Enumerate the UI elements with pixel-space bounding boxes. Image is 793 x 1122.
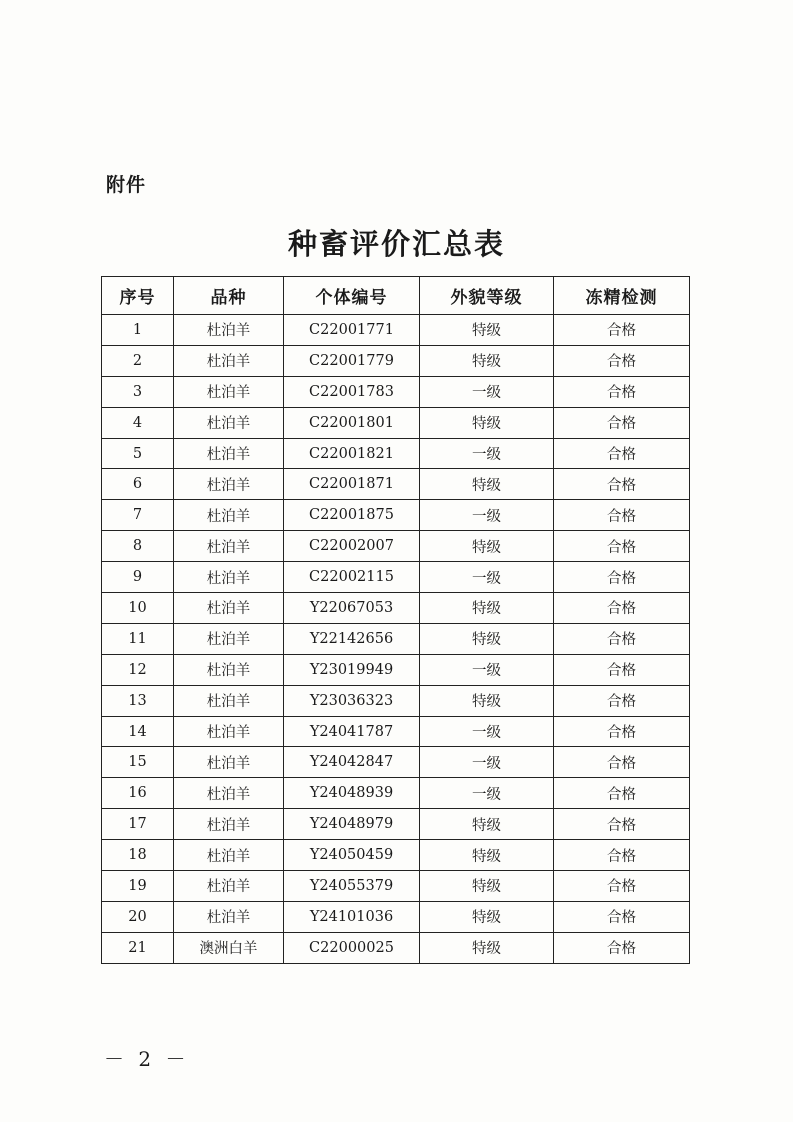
cell-individual-id: Y23036323: [284, 685, 420, 716]
table-row: [102, 407, 690, 438]
header-seq: 序号: [102, 277, 174, 315]
cell-appearance-grade: 特级: [420, 932, 554, 963]
cell-individual-id: C22002115: [284, 562, 420, 593]
cell-appearance-grade: 特级: [420, 345, 554, 376]
table-row: [102, 685, 690, 716]
table-row: [102, 623, 690, 654]
table-row: [102, 932, 690, 963]
cell-breed: 杜泊羊: [174, 871, 284, 902]
table-body: [102, 315, 690, 964]
page-title: 种畜评价汇总表: [287, 227, 505, 261]
cell-seq: 9: [102, 562, 174, 593]
cell-appearance-grade: 特级: [420, 407, 554, 438]
cell-appearance-grade: 特级: [420, 593, 554, 624]
cell-seq: 7: [102, 500, 174, 531]
cell-seq: 10: [102, 593, 174, 624]
cell-individual-id: C22002007: [284, 531, 420, 562]
cell-individual-id: Y24048979: [284, 809, 420, 840]
cell-breed: 杜泊羊: [174, 778, 284, 809]
cell-appearance-grade: 一级: [420, 562, 554, 593]
cell-breed: 杜泊羊: [174, 809, 284, 840]
cell-appearance-grade: 特级: [420, 315, 554, 346]
cell-seq: 11: [102, 623, 174, 654]
cell-breed: 杜泊羊: [174, 716, 284, 747]
cell-breed: 杜泊羊: [174, 840, 284, 871]
table-row: [102, 716, 690, 747]
cell-individual-id: Y24048939: [284, 778, 420, 809]
page-number: － 2 －: [104, 1047, 190, 1071]
cell-semen-test: 合格: [554, 593, 690, 624]
table-header-row: [102, 277, 690, 315]
cell-semen-test: 合格: [554, 438, 690, 469]
cell-seq: 6: [102, 469, 174, 500]
cell-breed: 杜泊羊: [174, 623, 284, 654]
table-row: [102, 500, 690, 531]
cell-seq: 5: [102, 438, 174, 469]
cell-seq: 4: [102, 407, 174, 438]
cell-appearance-grade: 一级: [420, 500, 554, 531]
cell-individual-id: C22001771: [284, 315, 420, 346]
cell-breed: 杜泊羊: [174, 901, 284, 932]
cell-seq: 18: [102, 840, 174, 871]
cell-semen-test: 合格: [554, 500, 690, 531]
attachment-label: 附件: [106, 174, 147, 196]
table-row: [102, 747, 690, 778]
cell-seq: 3: [102, 376, 174, 407]
cell-seq: 13: [102, 685, 174, 716]
cell-individual-id: C22001783: [284, 376, 420, 407]
cell-appearance-grade: 特级: [420, 840, 554, 871]
cell-semen-test: 合格: [554, 871, 690, 902]
cell-individual-id: Y24101036: [284, 901, 420, 932]
cell-individual-id: Y24042847: [284, 747, 420, 778]
cell-breed: 杜泊羊: [174, 500, 284, 531]
cell-seq: 14: [102, 716, 174, 747]
table-row: [102, 654, 690, 685]
cell-breed: 杜泊羊: [174, 345, 284, 376]
cell-seq: 20: [102, 901, 174, 932]
cell-appearance-grade: 特级: [420, 871, 554, 902]
cell-appearance-grade: 特级: [420, 901, 554, 932]
cell-semen-test: 合格: [554, 623, 690, 654]
cell-semen-test: 合格: [554, 407, 690, 438]
cell-individual-id: Y24050459: [284, 840, 420, 871]
table-row: [102, 345, 690, 376]
cell-appearance-grade: 特级: [420, 809, 554, 840]
cell-breed: 杜泊羊: [174, 654, 284, 685]
header-semen-test: 冻精检测: [554, 277, 690, 315]
cell-individual-id: C22001779: [284, 345, 420, 376]
table-row: [102, 438, 690, 469]
cell-breed: 杜泊羊: [174, 593, 284, 624]
table-row: [102, 315, 690, 346]
table-row: [102, 871, 690, 902]
table-row: [102, 809, 690, 840]
cell-breed: 杜泊羊: [174, 685, 284, 716]
cell-seq: 16: [102, 778, 174, 809]
cell-breed: 杜泊羊: [174, 562, 284, 593]
cell-appearance-grade: 特级: [420, 623, 554, 654]
cell-seq: 2: [102, 345, 174, 376]
cell-semen-test: 合格: [554, 716, 690, 747]
cell-individual-id: Y24041787: [284, 716, 420, 747]
cell-semen-test: 合格: [554, 654, 690, 685]
cell-seq: 17: [102, 809, 174, 840]
table-row: [102, 593, 690, 624]
cell-semen-test: 合格: [554, 778, 690, 809]
table-row: [102, 778, 690, 809]
cell-seq: 21: [102, 932, 174, 963]
table-row: [102, 469, 690, 500]
cell-semen-test: 合格: [554, 376, 690, 407]
table-row: [102, 531, 690, 562]
cell-appearance-grade: 特级: [420, 685, 554, 716]
table-row: [102, 840, 690, 871]
cell-breed: 杜泊羊: [174, 469, 284, 500]
header-appearance-grade: 外貌等级: [420, 277, 554, 315]
cell-semen-test: 合格: [554, 747, 690, 778]
table-row: [102, 562, 690, 593]
cell-breed: 杜泊羊: [174, 315, 284, 346]
header-breed: 品种: [174, 277, 284, 315]
cell-seq: 19: [102, 871, 174, 902]
cell-semen-test: 合格: [554, 685, 690, 716]
cell-individual-id: Y22142656: [284, 623, 420, 654]
cell-breed: 杜泊羊: [174, 747, 284, 778]
header-individual-id: 个体编号: [284, 277, 420, 315]
cell-appearance-grade: 一级: [420, 747, 554, 778]
cell-semen-test: 合格: [554, 562, 690, 593]
cell-appearance-grade: 特级: [420, 531, 554, 562]
cell-breed: 杜泊羊: [174, 376, 284, 407]
cell-appearance-grade: 一级: [420, 438, 554, 469]
cell-individual-id: C22001801: [284, 407, 420, 438]
cell-semen-test: 合格: [554, 932, 690, 963]
cell-appearance-grade: 特级: [420, 469, 554, 500]
cell-individual-id: C22000025: [284, 932, 420, 963]
cell-breed: 杜泊羊: [174, 531, 284, 562]
cell-semen-test: 合格: [554, 901, 690, 932]
cell-individual-id: C22001871: [284, 469, 420, 500]
cell-appearance-grade: 一级: [420, 376, 554, 407]
cell-individual-id: C22001875: [284, 500, 420, 531]
table-row: [102, 376, 690, 407]
cell-seq: 1: [102, 315, 174, 346]
cell-breed: 澳洲白羊: [174, 932, 284, 963]
cell-individual-id: Y22067053: [284, 593, 420, 624]
cell-individual-id: Y23019949: [284, 654, 420, 685]
evaluation-summary-table: [101, 276, 690, 964]
cell-seq: 15: [102, 747, 174, 778]
cell-individual-id: C22001821: [284, 438, 420, 469]
cell-semen-test: 合格: [554, 469, 690, 500]
cell-appearance-grade: 一级: [420, 716, 554, 747]
table-row: [102, 901, 690, 932]
cell-semen-test: 合格: [554, 345, 690, 376]
cell-semen-test: 合格: [554, 315, 690, 346]
cell-appearance-grade: 一级: [420, 778, 554, 809]
cell-seq: 8: [102, 531, 174, 562]
cell-seq: 12: [102, 654, 174, 685]
cell-semen-test: 合格: [554, 809, 690, 840]
cell-semen-test: 合格: [554, 531, 690, 562]
cell-individual-id: Y24055379: [284, 871, 420, 902]
cell-appearance-grade: 一级: [420, 654, 554, 685]
cell-breed: 杜泊羊: [174, 438, 284, 469]
cell-breed: 杜泊羊: [174, 407, 284, 438]
cell-semen-test: 合格: [554, 840, 690, 871]
